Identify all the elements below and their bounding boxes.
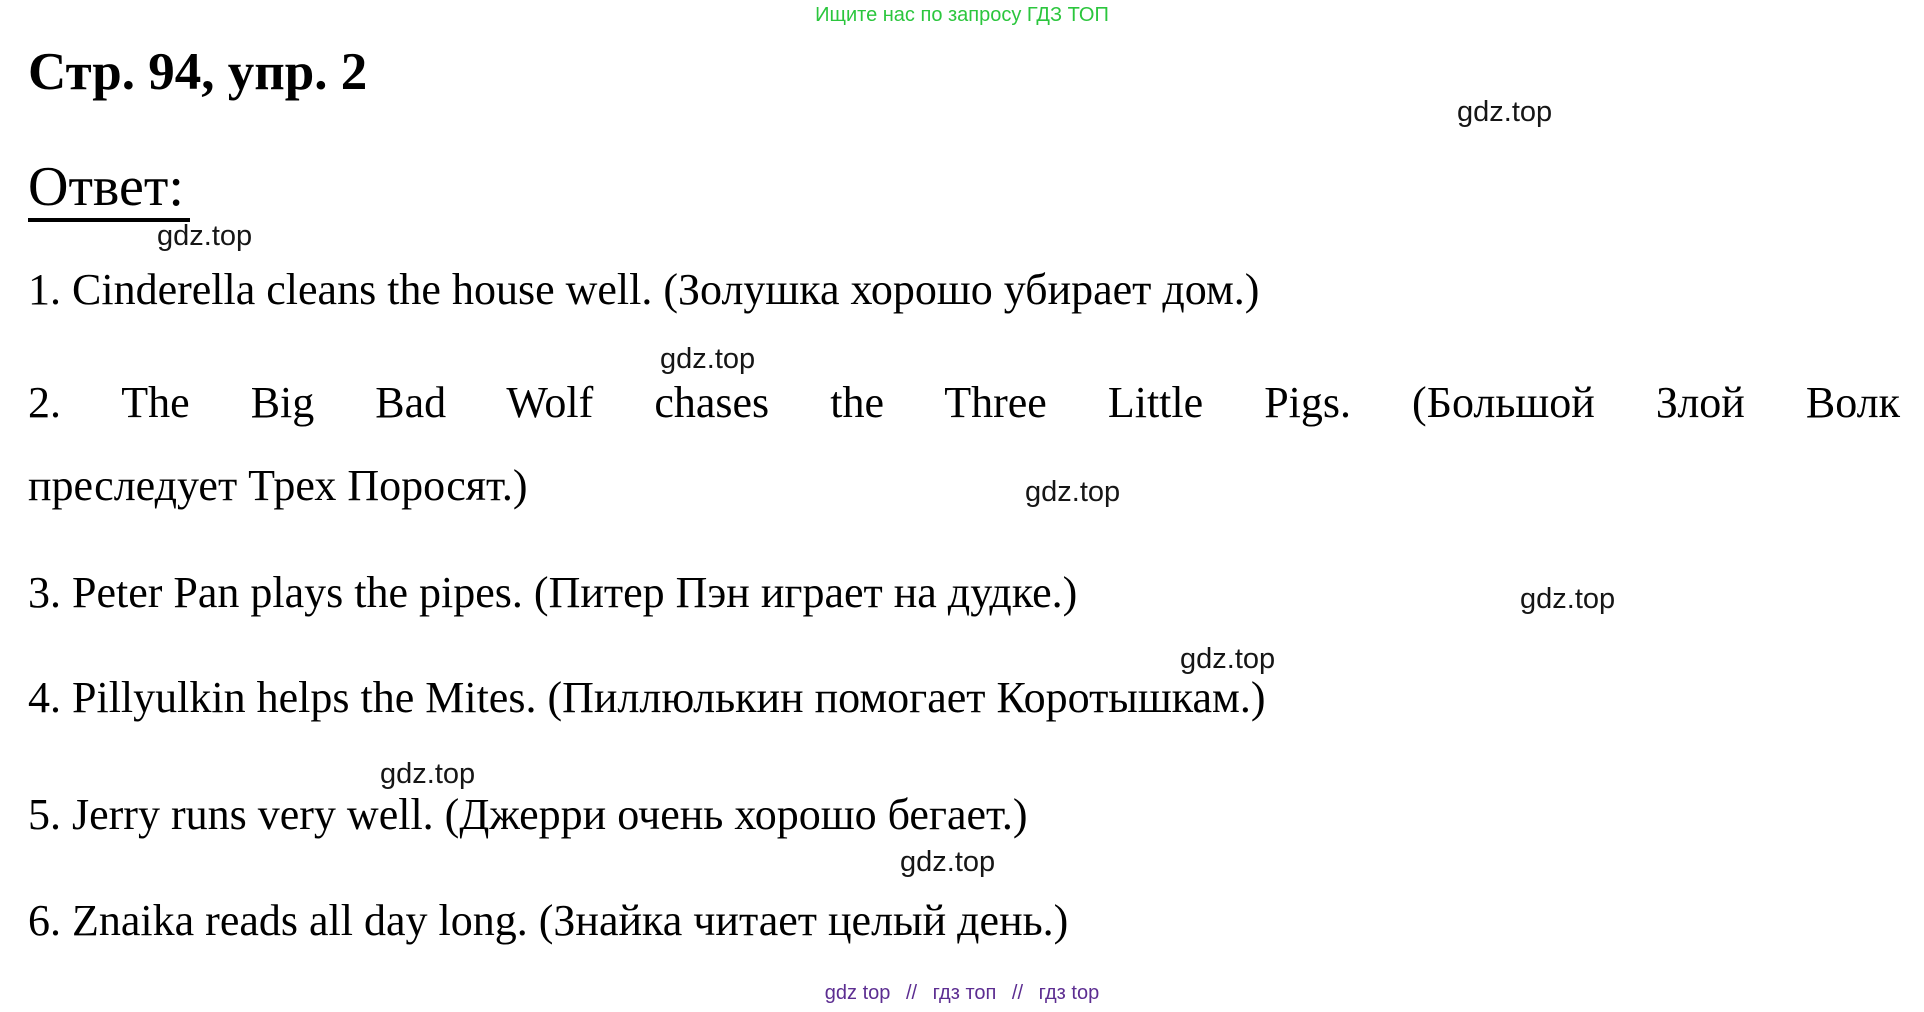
answer-item-5: 5. Jerry runs very well. (Джерри очень хорошо бегает.) [28,790,1028,839]
footer-separator: // [1011,982,1024,1004]
footer-link-gdz-top-mixed[interactable]: гдз top [1038,982,1100,1004]
answer-heading: Ответ: [28,159,190,222]
gdz-watermark: gdz.top [1457,96,1553,128]
promo-banner: Ищите нас по запросу ГДЗ ТОП [815,4,1109,26]
page-title: Стр. 94, упр. 2 [28,43,368,101]
gdz-watermark: gdz.top [1180,643,1276,675]
footer-link-gdz-top-latin[interactable]: gdz top [824,982,891,1004]
gdz-watermark: gdz.top [157,220,253,252]
answer-item-2-line-2: преследует Трех Поросят.) [28,461,528,510]
footer-links [0,981,1924,1005]
gdz-watermark: gdz.top [1025,476,1121,508]
answer-item-1: 1. Cinderella cleans the house well. (Золушка хорошо убирает дом.) [28,265,1260,314]
gdz-watermark: gdz.top [660,343,756,375]
answer-item-6: 6. Znaika reads all day long. (Знайка читает целый день.) [28,896,1069,945]
gdz-watermark: gdz.top [1520,583,1616,615]
answer-item-2-line-1: 2. The Big Bad Wolf chases the Three Little Pigs. (Большой Злой Волк [28,378,1900,427]
gdz-watermark: gdz.top [380,758,476,790]
gdz-watermark: gdz.top [900,846,996,878]
answer-item-3: 3. Peter Pan plays the pipes. (Питер Пэн играет на дудке.) [28,568,1078,617]
footer-separator: // [905,982,918,1004]
answer-item-4: 4. Pillyulkin helps the Mites. (Пиллюлькин помогает Коротышкам.) [28,673,1266,722]
footer-link-gdz-top-cyrillic[interactable]: гдз топ [932,982,997,1004]
